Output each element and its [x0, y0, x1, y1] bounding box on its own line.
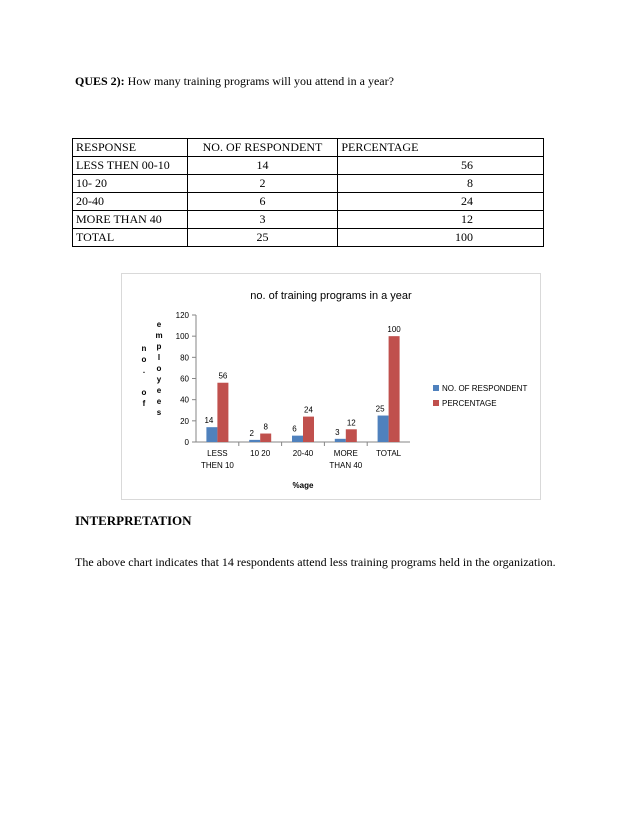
- table-row: [73, 175, 544, 193]
- legend-swatch: [433, 400, 439, 406]
- cell-percentage: 12: [338, 211, 544, 229]
- cell-response: 10- 20: [73, 175, 188, 193]
- bar-percentage: [217, 383, 228, 442]
- table-row: [73, 193, 544, 211]
- y-tick-label: 0: [184, 438, 189, 447]
- x-tick-label: THEN 10: [200, 461, 234, 470]
- cell-percentage: 56: [338, 157, 544, 175]
- bar-respondent: [292, 436, 303, 442]
- table-header-row: [73, 139, 544, 157]
- cell-percentage: 24: [338, 193, 544, 211]
- bar-chart-svg: [122, 274, 540, 499]
- bar-respondent: [206, 427, 217, 442]
- data-label: 2: [249, 428, 254, 438]
- data-label: 25: [375, 404, 385, 414]
- header-respondents: NO. OF RESPONDENT: [187, 139, 338, 157]
- y-axis-title-letter: l: [157, 353, 161, 362]
- interpretation-title: INTERPRETATION: [75, 513, 192, 528]
- legend-label: PERCENTAGE: [442, 399, 497, 408]
- y-axis-title-letter: f: [142, 399, 146, 408]
- interpretation-text: The above chart indicates that 14 respondents attend less training programs held in the organization.: [75, 555, 556, 569]
- table-row: [73, 229, 544, 247]
- y-tick-label: 40: [180, 395, 189, 405]
- y-axis-title-letter: s: [156, 408, 162, 417]
- y-axis-title-letter: o: [156, 364, 162, 373]
- y-axis-title-letter: e: [156, 320, 162, 329]
- y-axis-title-letter: o: [141, 388, 147, 397]
- cell-response: 20-40: [73, 193, 188, 211]
- table-row: [73, 211, 544, 229]
- cell-respondents: 3: [187, 211, 338, 229]
- cell-response: LESS THEN 00-10: [73, 157, 188, 175]
- x-tick-label: TOTAL: [376, 449, 402, 458]
- chart: [121, 273, 541, 500]
- y-axis-title-letter: e: [156, 397, 162, 406]
- question-label: QUES 2):: [75, 74, 125, 88]
- cell-response: TOTAL: [73, 229, 188, 247]
- bar-respondent: [249, 440, 260, 442]
- y-axis-title-letter: o: [141, 355, 147, 364]
- y-axis-title-letter: p: [156, 342, 162, 351]
- y-tick-label: 120: [175, 311, 189, 320]
- cell-response: MORE THAN 40: [73, 211, 188, 229]
- question-text: How many training programs will you attend in a year?: [127, 74, 394, 88]
- legend-swatch: [433, 385, 439, 391]
- data-label: 14: [204, 416, 214, 426]
- cell-respondents: 25: [187, 229, 338, 247]
- x-tick-label: 10 20: [250, 449, 271, 458]
- x-tick-label: 20-40: [292, 449, 314, 458]
- header-percentage: PERCENTAGE: [338, 139, 544, 157]
- cell-respondents: 6: [187, 193, 338, 211]
- y-axis-title-letter: y: [156, 375, 162, 384]
- x-tick-label: MORE: [333, 449, 358, 458]
- data-label: 8: [263, 422, 268, 432]
- cell-percentage: 8: [338, 175, 544, 193]
- bar-respondent: [335, 439, 346, 442]
- y-axis-title-letter: .: [142, 366, 146, 375]
- cell-percentage: 100: [338, 229, 544, 247]
- bar-percentage: [346, 429, 357, 442]
- bar-percentage: [260, 434, 271, 442]
- y-axis-title-letter: n: [141, 344, 147, 353]
- data-label: 24: [304, 405, 313, 415]
- x-axis-title: %age: [292, 481, 314, 490]
- cell-respondents: 14: [187, 157, 338, 175]
- cell-respondents: 2: [187, 175, 338, 193]
- header-response: RESPONSE: [73, 139, 188, 157]
- y-axis-title-letter: m: [155, 331, 163, 340]
- data-label: 56: [218, 371, 228, 381]
- data-label: 12: [346, 418, 356, 428]
- y-tick-label: 100: [175, 332, 189, 342]
- data-label: 6: [292, 424, 297, 434]
- bar-percentage: [303, 417, 314, 442]
- legend-label: NO. OF RESPONDENT: [442, 384, 528, 393]
- data-label: 3: [335, 427, 340, 437]
- bar-respondent: [378, 416, 389, 442]
- x-tick-label: THAN 40: [329, 461, 363, 470]
- y-tick-label: 20: [180, 416, 189, 426]
- response-table: [72, 138, 544, 247]
- x-tick-label: LESS: [207, 449, 228, 458]
- y-tick-label: 60: [180, 374, 189, 384]
- chart-title: no. of training programs in a year: [250, 290, 412, 302]
- y-axis-title-letter: e: [156, 386, 162, 395]
- bar-percentage: [389, 336, 400, 442]
- y-tick-label: 80: [180, 353, 189, 363]
- table-row: [73, 157, 544, 175]
- data-label: 100: [387, 325, 401, 335]
- question: [75, 74, 394, 89]
